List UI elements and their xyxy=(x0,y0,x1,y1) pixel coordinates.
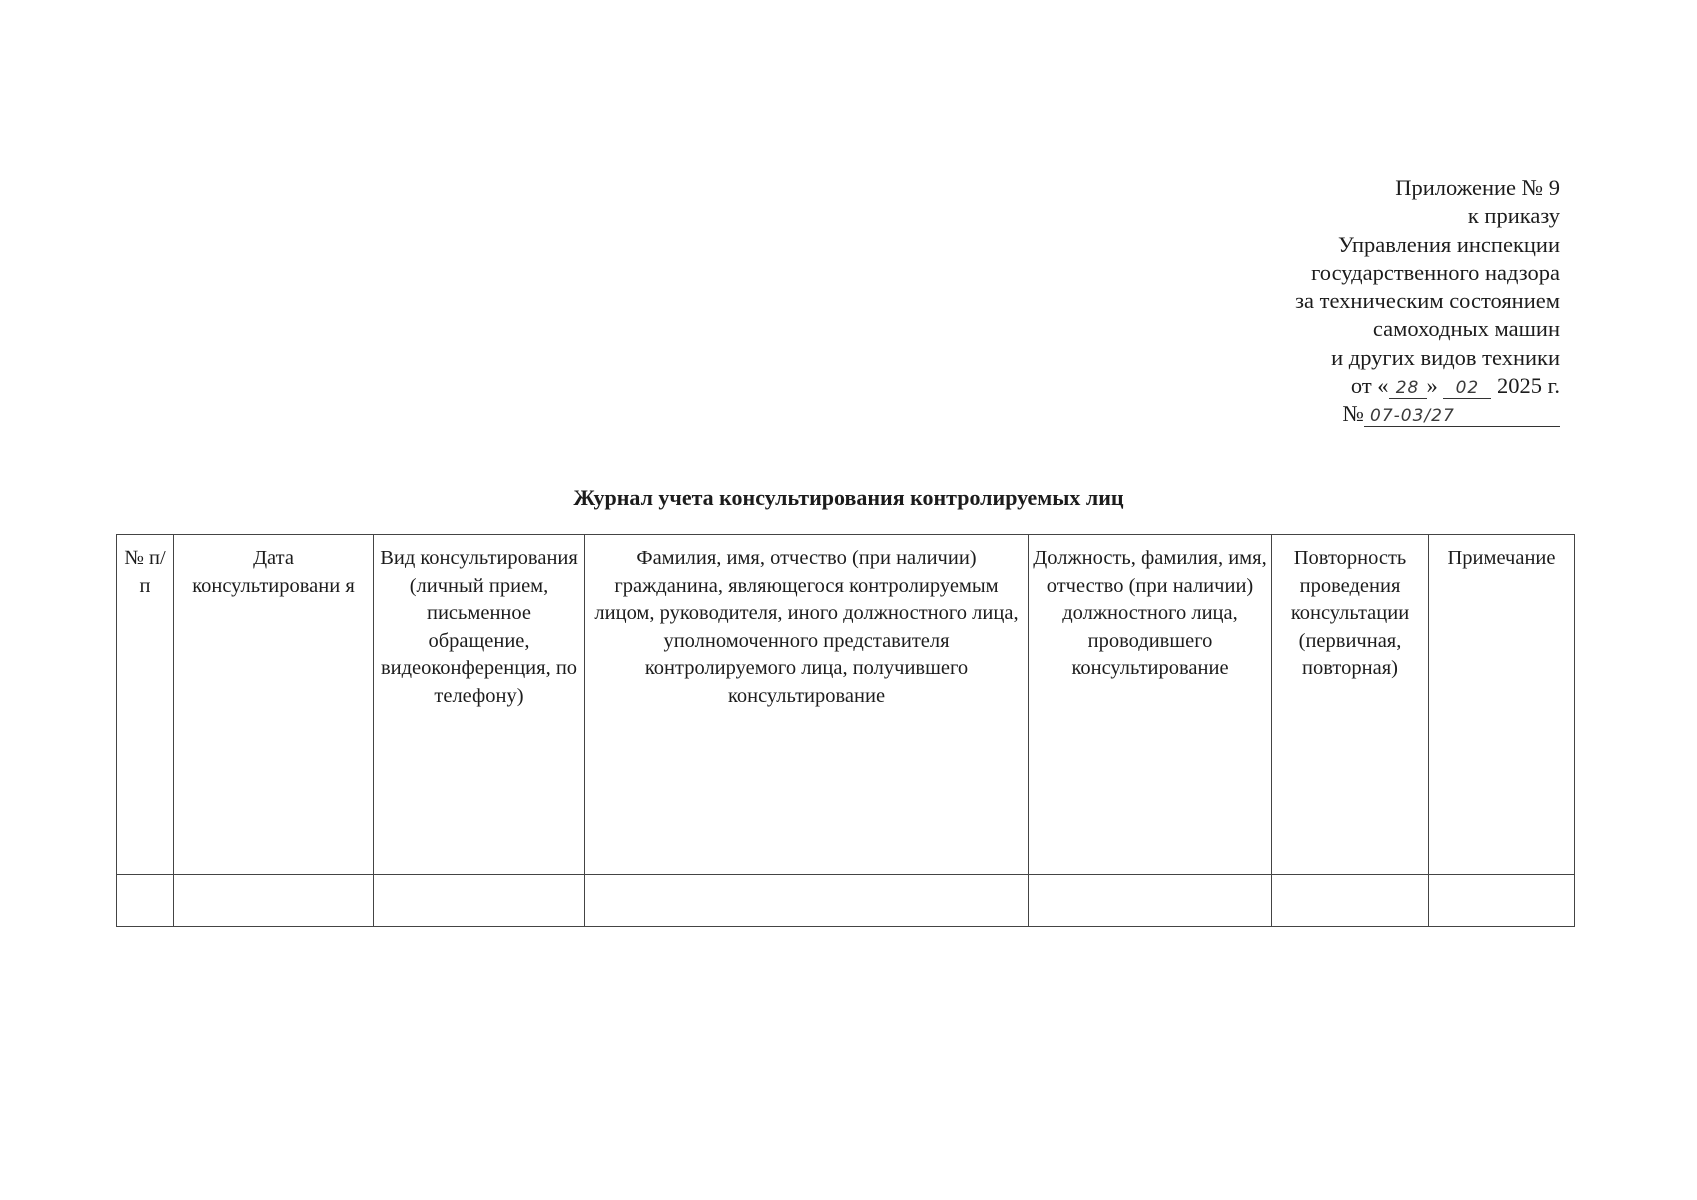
handwritten-month: 02 xyxy=(1443,378,1491,399)
attachment-line: государственного надзора xyxy=(1311,259,1560,285)
order-date xyxy=(1200,372,1560,400)
date-prefix: от « xyxy=(1350,373,1389,399)
attachment-line: Управления инспекции xyxy=(1338,231,1560,257)
document-title: Журнал учета консультирования контролируемых лиц xyxy=(573,485,1124,510)
header-date: Дата консультировани я xyxy=(174,535,374,875)
table-cell xyxy=(374,875,585,927)
date-mid: » xyxy=(1426,373,1444,399)
order-number xyxy=(1200,400,1560,428)
header-repetition: Повторность проведения консультации (первичная, повторная) xyxy=(1272,535,1429,875)
number-prefix: № xyxy=(1342,401,1364,427)
attachment-line: самоходных машин xyxy=(1372,316,1560,342)
handwritten-day: 28 xyxy=(1389,378,1427,399)
attachment-line: за техническим состоянием xyxy=(1295,288,1560,314)
header-consulted-person: Фамилия, имя, отчество (при наличии) гражданина, являющегося контролируемым лицом, руководителя, иного должностного лица, уполномоченного представителя контролируемого лица, получившего консультирование xyxy=(585,535,1029,875)
attachment-line: и других видов техники xyxy=(1331,344,1560,370)
table-cell xyxy=(174,875,374,927)
header-official: Должность, фамилия, имя, отчество (при наличии) должностного лица, проводившего консультирование xyxy=(1029,535,1272,875)
table-header-row xyxy=(117,535,1575,875)
table-cell xyxy=(1272,875,1429,927)
table-row xyxy=(117,875,1575,927)
table-cell xyxy=(1429,875,1575,927)
table-cell xyxy=(117,875,174,927)
handwritten-number: 07-03/27 xyxy=(1364,406,1560,427)
date-year: 2025 г. xyxy=(1491,373,1560,399)
journal-table xyxy=(116,534,1575,927)
table-cell xyxy=(585,875,1029,927)
header-consultation-type: Вид консультирования (личный прием, письменное обращение, видеоконференция, по телефону) xyxy=(374,535,585,875)
attachment-line: к приказу xyxy=(1467,203,1560,229)
header-note: Примечание xyxy=(1429,535,1575,875)
attachment-block xyxy=(1200,174,1560,429)
attachment-title: Приложение № 9 xyxy=(1395,175,1560,200)
table-cell xyxy=(1029,875,1272,927)
header-number: № п/п xyxy=(117,535,174,875)
